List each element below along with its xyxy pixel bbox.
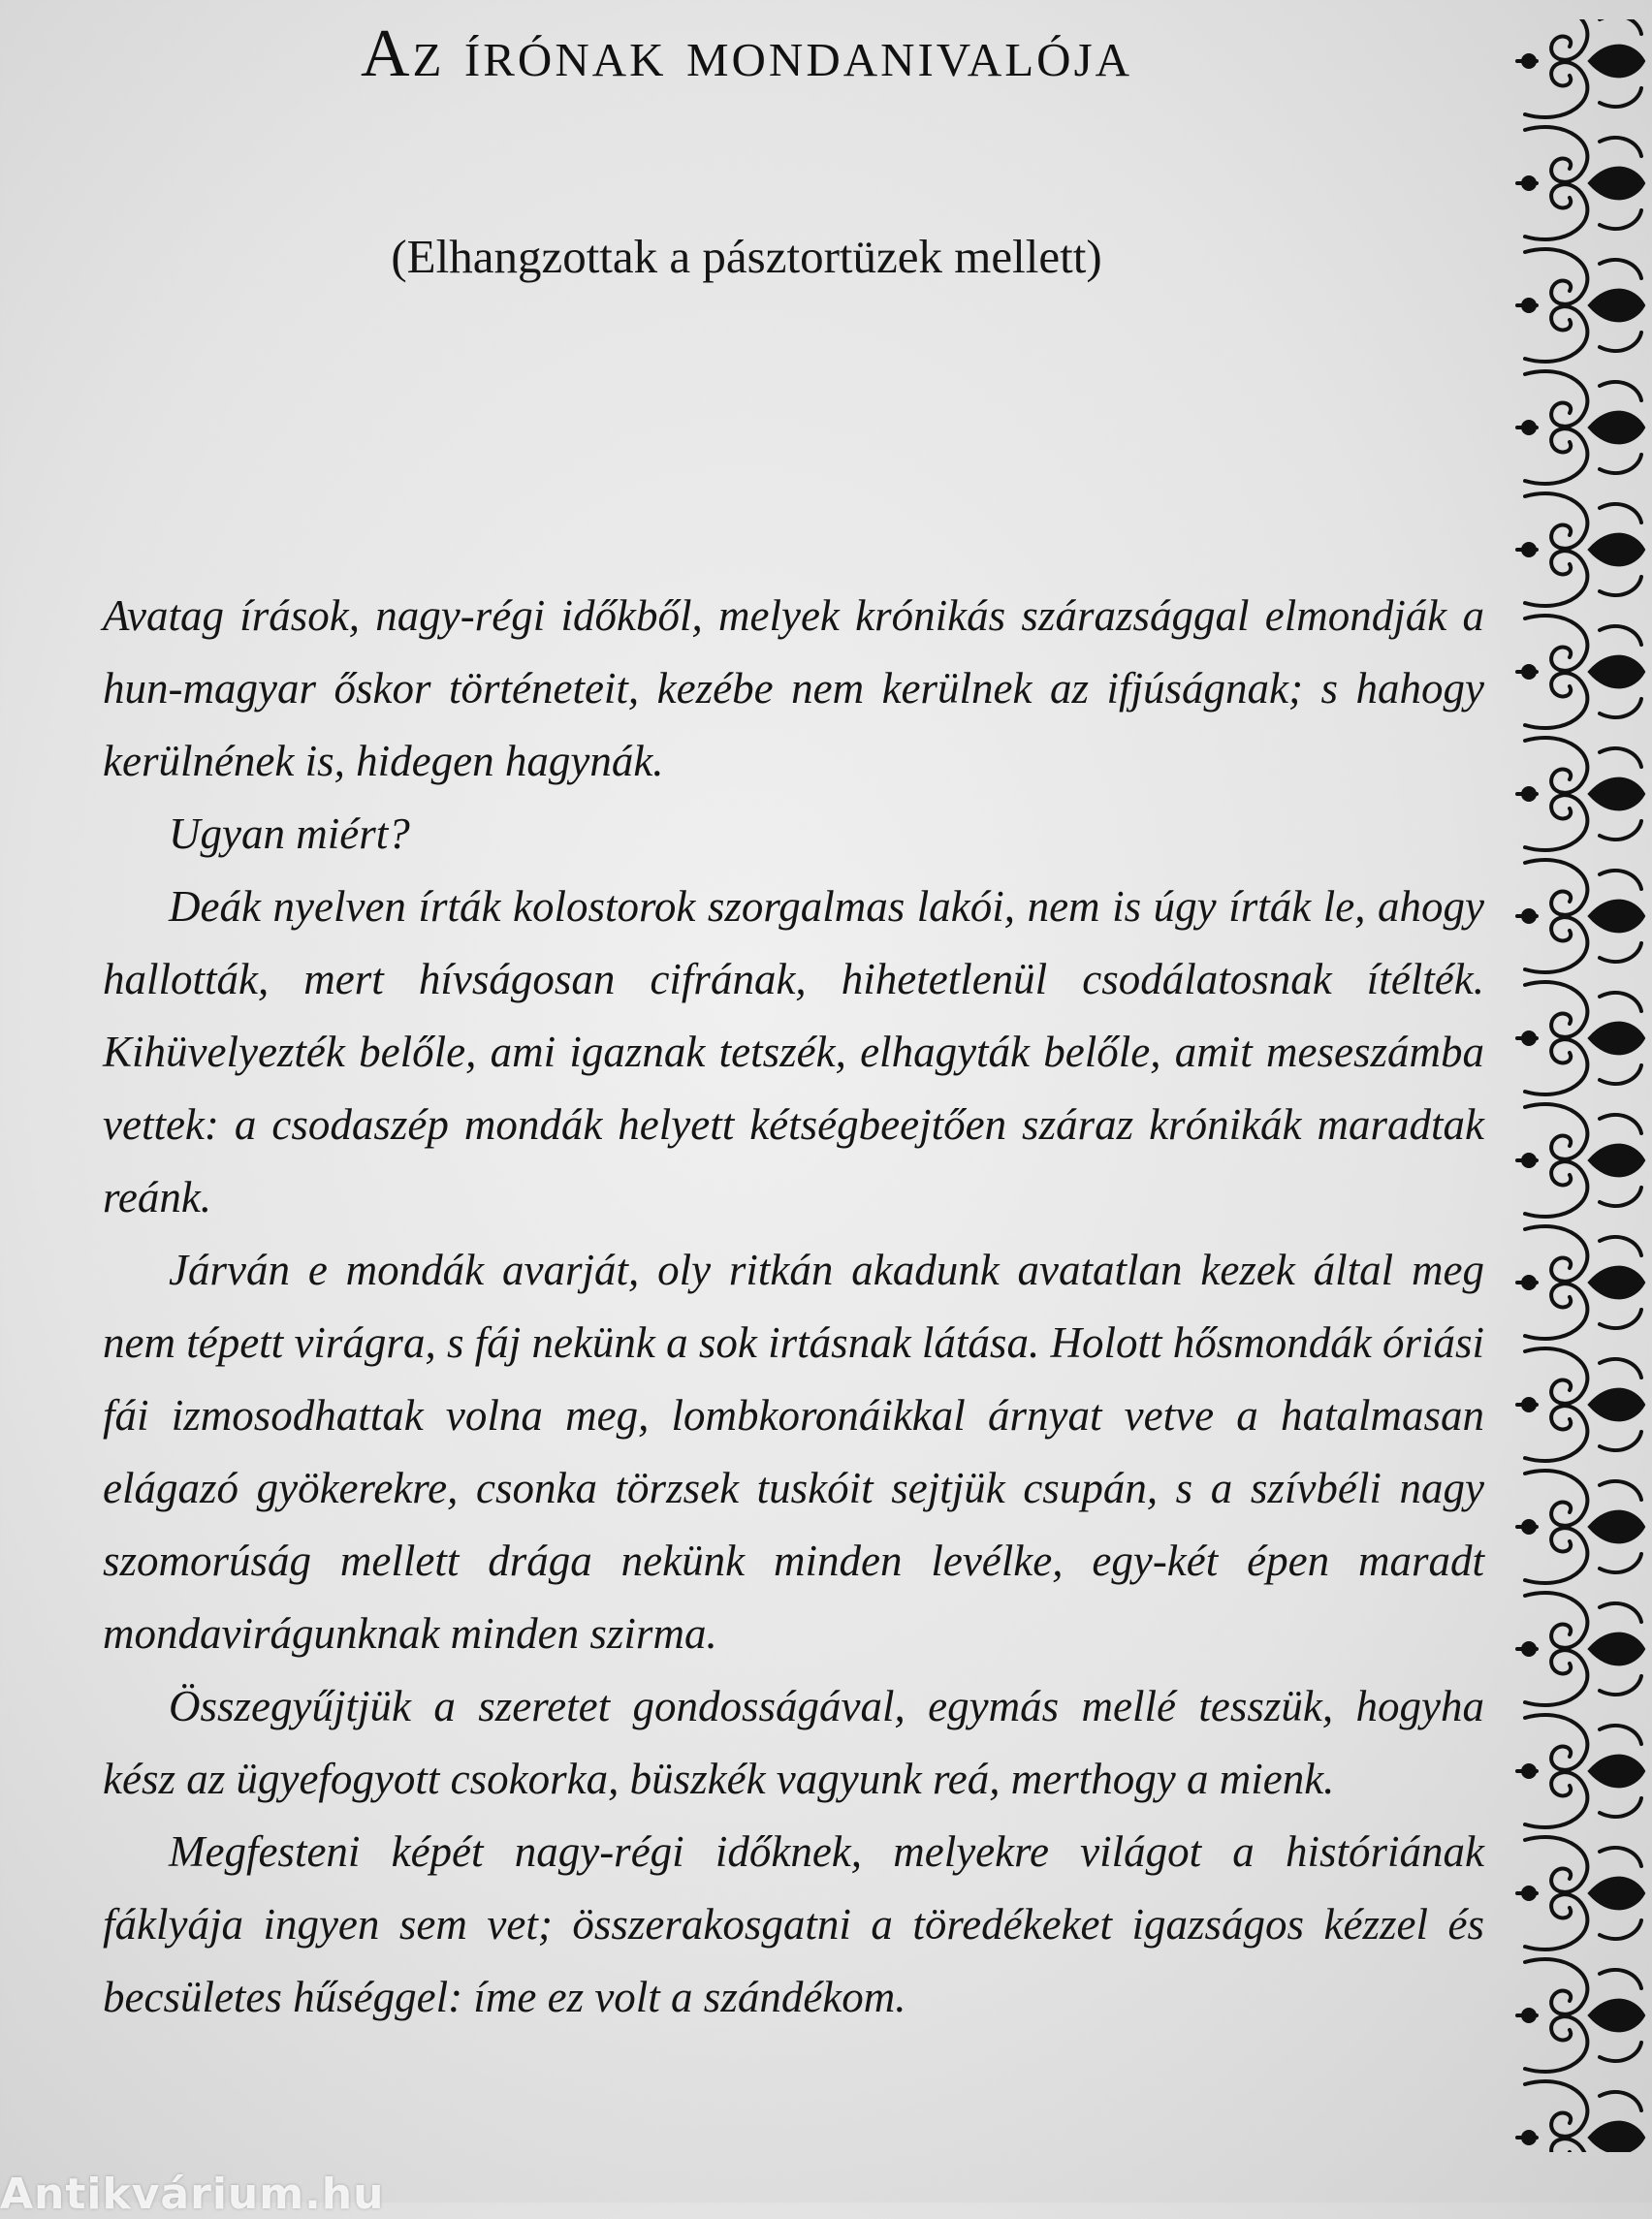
body-text (103, 580, 1484, 2034)
page-subtitle: (Elhangzottak a pásztortüzek mellett) (391, 230, 1102, 283)
show-through-text (0, 0, 1454, 679)
watermark: Antikvárium.hu (0, 2170, 385, 2219)
paragraph-1: Avatag írások, nagy-régi időkből, melyek krónikás szárazsággal elmondják a hun-magyar őskor történeteit, kezébe nem kerülnek az ifjúságnak; s hahogy kerülnének is, hidegen hagynák. (103, 591, 1484, 785)
paragraph-5: Összegyűjtjük a szeretet gondosságával, egymás mellé tesszük, hogyha kész az ügyefogyott csokorka, büszkék vagyunk reá, merthogy a mienk. (103, 1682, 1484, 1803)
paragraph-6: Megfesteni képét nagy-régi időknek, melyekre világot a históriának fáklyája ingyen sem vet; összerakosgatni a töredékeket igazságos kézzel és becsületes hűséggel: íme ez volt a szándékom. (103, 1827, 1484, 2021)
paragraph-3: Deák nyelven írták kolostorok szorgalmas lakói, nem is úgy írták le, ahogy hallották, mert hívságosan cifrának, hihetetlenül csodálatosnak ítélték. Kihüvelyezték belőle, ami igaznak tetszék, elhagyták belőle, amit meseszámba vettek: a csodaszép mondák helyett kétségbeejtően száraz krónikák maradtak reánk. (103, 882, 1484, 1221)
ornamental-border (1508, 0, 1652, 2162)
paragraph-4: Járván e mondák avarját, oly ritkán akadunk avatatlan kezek által meg nem tépett virágra, s fáj nekünk a sok irtásnak látása. Holott hősmondák óriási fái izmosodhattak volna meg, lombkoronáikkal árnyat vetve a hatalmasan elágazó gyökerekre, csonka törzsek tuskóit sejtjük csupán, s a szívbéli nagy szomorúság mellett drága nekünk minden levélke, egy-két épen maradt mondavirágunknak minden szirma. (103, 1246, 1484, 1658)
paragraph-2: Ugyan miért? (169, 809, 410, 858)
page-title: Az írónak mondanivalója (360, 16, 1133, 91)
